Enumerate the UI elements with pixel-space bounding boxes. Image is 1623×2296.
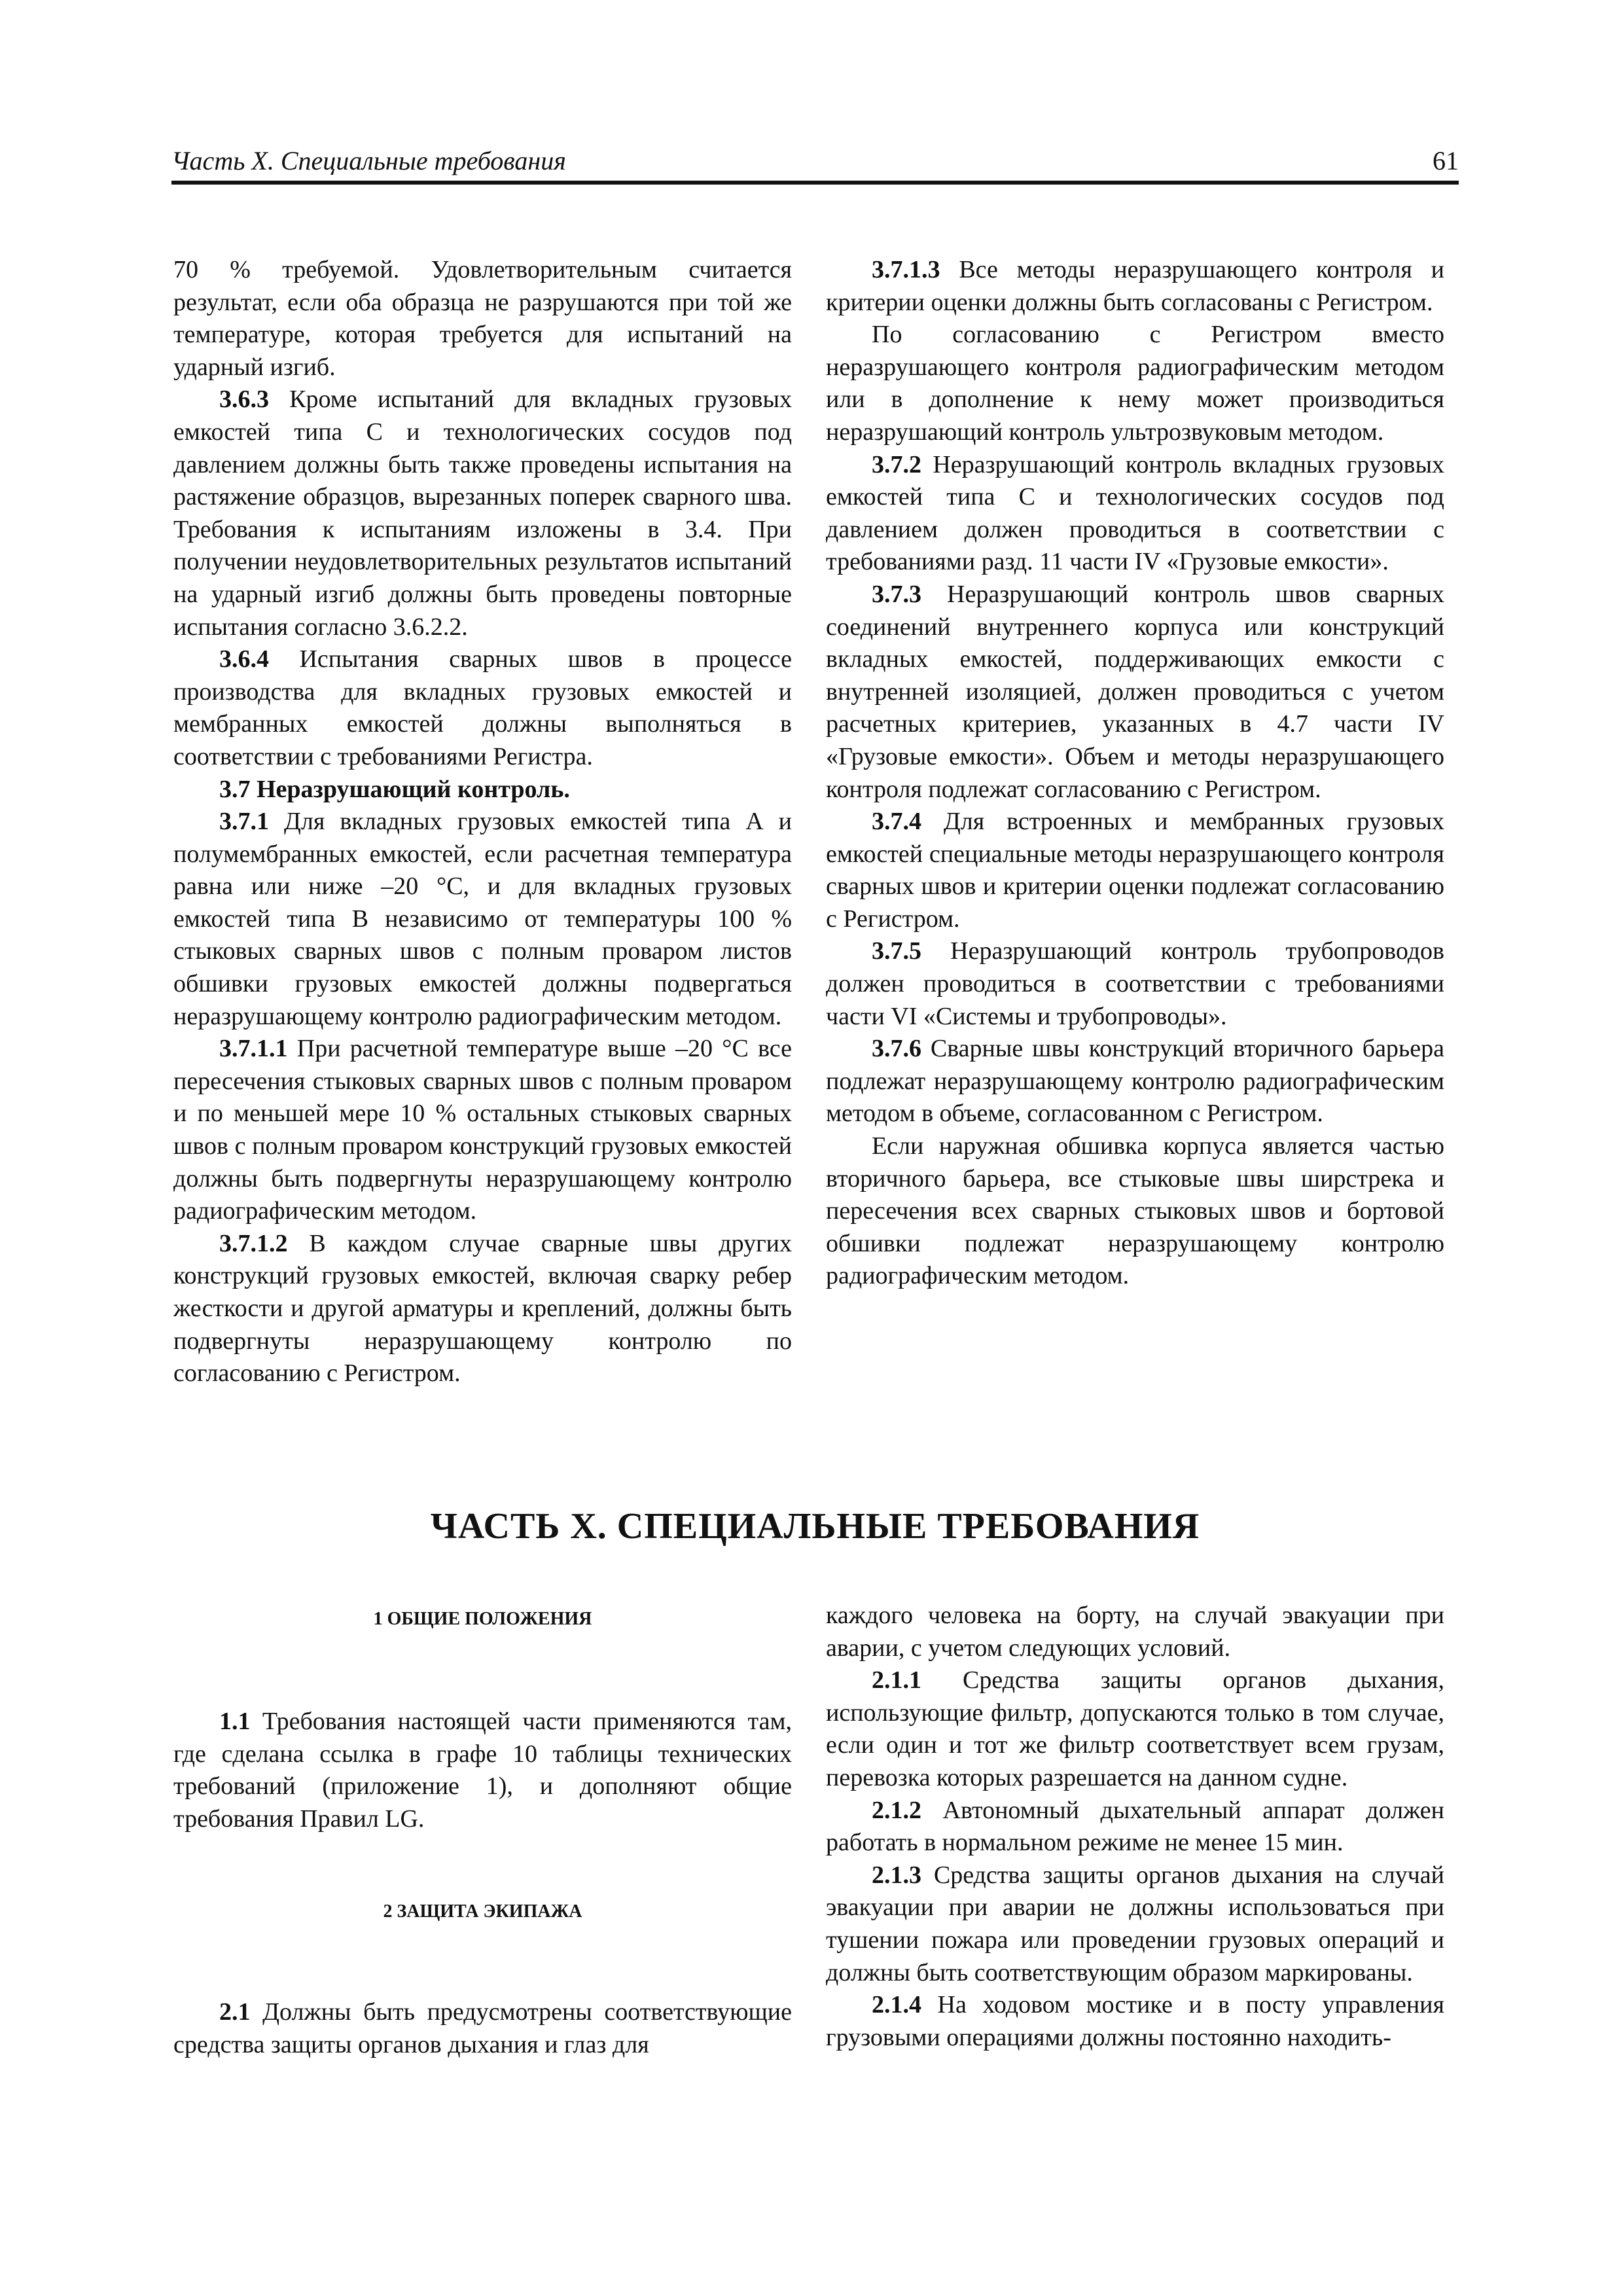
- section-1-body: [173, 1706, 792, 1835]
- paragraph: 1.1 Требования настоящей части применяются там, где сделана ссылка в графе 10 таблицы технических требований (приложение 1), и дополняют общие требования Правил LG.: [173, 1708, 792, 1833]
- paragraph: По согласованию с Регистром вместо неразрушающего контроля радиографическим методом или в дополнение к нему может производиться неразрушающий контроль ультрозвуковым методом.: [826, 321, 1444, 446]
- bottom-right-column: [826, 1600, 1444, 2054]
- running-header: [171, 143, 1459, 185]
- header-title: Часть X. Специальные требования: [171, 146, 566, 175]
- paragraph: 3.7.1 Для вкладных грузовых емкостей типа А и полумембранных емкостей, если расчетная температура равна или ниже –20 °С, и для вкладных грузовых емкостей типа В независимо от температуры 100 % стыковых сварных швов с полным проваром листов обшивки грузовых емкостей должны подвергаться неразрушающему контролю радиографическим методом.: [173, 808, 792, 1030]
- part-title: ЧАСТЬ X. СПЕЦИАЛЬНЫЕ ТРЕБОВАНИЯ: [430, 1506, 1200, 1547]
- paragraph: 3.7.1.3 Все методы неразрушающего контроля и критерии оценки должны быть согласованы с Регистром.: [826, 256, 1444, 316]
- section-1-title: 1 ОБЩИЕ ПОЛОЖЕНИЯ: [373, 1609, 592, 1629]
- paragraph: 3.7.1.1 При расчетной температуре выше –20 °С все пересечения стыковых сварных швов с полным проваром и по меньшей мере 10 % остальных стыковых сварных швов с полным проваром конструкций грузовых емкостей должны быть подвергнуты неразрушающему контролю радиографическим методом.: [173, 1035, 792, 1225]
- section-2-body: [173, 1996, 792, 2061]
- top-right-column: [826, 254, 1444, 1293]
- paragraph: 3.6.3 Кроме испытаний для вкладных грузовых емкостей типа С и технологических сосудов под давлением должны быть также проведены испытания на растяжение образцов, вырезанных поперек сварного шва. Требования к испытаниям изложены в 3.4. При получении неудовлетворительных результатов испытаний на ударный изгиб должны быть проведены повторные испытания согласно 3.6.2.2.: [173, 386, 792, 641]
- paragraph: 2.1.1 Средства защиты органов дыхания, использующие фильтр, допускаются только в том случае, если один и тот же фильтр соответствует всем грузам, перевозка которых разрешается на данном судне.: [826, 1666, 1444, 1791]
- paragraph: Если наружная обшивка корпуса является частью вторичного барьера, все стыковые швы ширстрека и пересечения всех сварных стыковых швов и бортовой обшивки подлежат неразрушающему контролю радиографическим методом.: [826, 1132, 1444, 1290]
- paragraph: 3.6.4 Испытания сварных швов в процессе производства для вкладных грузовых емкостей и мембранных емкостей должны выполняться в соответствии с требованиями Регистра.: [173, 645, 792, 770]
- paragraph: 3.7.1.2 В каждом случае сварные швы других конструкций грузовых емкостей, включая сварку ребер жесткости и другой арматуры и креплений, должны быть подвергнуты неразрушающему контролю по согласованию с Регистром.: [173, 1229, 792, 1388]
- paragraph: 2.1.4 На ходовом мостике и в посту управления грузовыми операциями должны постоянно находить-: [826, 1991, 1444, 2051]
- page-number: 61: [1433, 146, 1459, 175]
- paragraph: 2.1.2 Автономный дыхательный аппарат должен работать в нормальном режиме не менее 15 мин.: [826, 1796, 1444, 1857]
- paragraph: каждого человека на борту, на случай эвакуации при аварии, с учетом следующих условий.: [826, 1602, 1444, 1662]
- top-left-column: [173, 254, 792, 1390]
- paragraph: 2.1.3 Средства защиты органов дыхания на случай эвакуации при аварии не должны использоваться при тушении пожара или проведении грузовых операций и должны быть соответствующим образом маркированы.: [826, 1861, 1444, 1986]
- paragraph: 3.7.4 Для встроенных и мембранных грузовых емкостей специальные методы неразрушающего контроля сварных швов и критерии оценки подлежат согласованию с Регистром.: [826, 808, 1444, 933]
- paragraph: 2.1 Должны быть предусмотрены соответствующие средства защиты органов дыхания и глаз для: [173, 1998, 792, 2058]
- paragraph: 3.7.6 Сварные швы конструкций вторичного барьера подлежат неразрушающему контролю радиографическим методом в объеме, согласованном с Регистром.: [826, 1035, 1444, 1128]
- paragraph: 3.7.2 Неразрушающий контроль вкладных грузовых емкостей типа С и технологических сосудов под давлением должен проводиться в соответствии с требованиями разд. 11 части IV «Грузовые емкости».: [826, 450, 1444, 576]
- paragraph: 3.7.3 Неразрушающий контроль швов сварных соединений внутреннего корпуса или конструкций вкладных емкостей, поддерживающих емкости с внутренней изоляцией, должен проводиться с учетом расчетных критериев, указанных в 4.7 части IV «Грузовые емкости». Объем и методы неразрушающего контроля подлежат согласованию с Регистром.: [826, 580, 1444, 803]
- section-2-title: 2 ЗАЩИТА ЭКИПАЖА: [383, 1901, 582, 1922]
- paragraph: 70 % требуемой. Удовлетворительным считается результат, если оба образца не разрушаются при той же температуре, которая требуется для испытаний на ударный изгиб.: [173, 256, 792, 381]
- section-heading: 3.7 Неразрушающий контроль.: [219, 775, 570, 803]
- paragraph: 3.7.5 Неразрушающий контроль трубопроводов должен проводиться в соответствии с требованиями части VI «Системы и трубопроводы».: [826, 937, 1444, 1030]
